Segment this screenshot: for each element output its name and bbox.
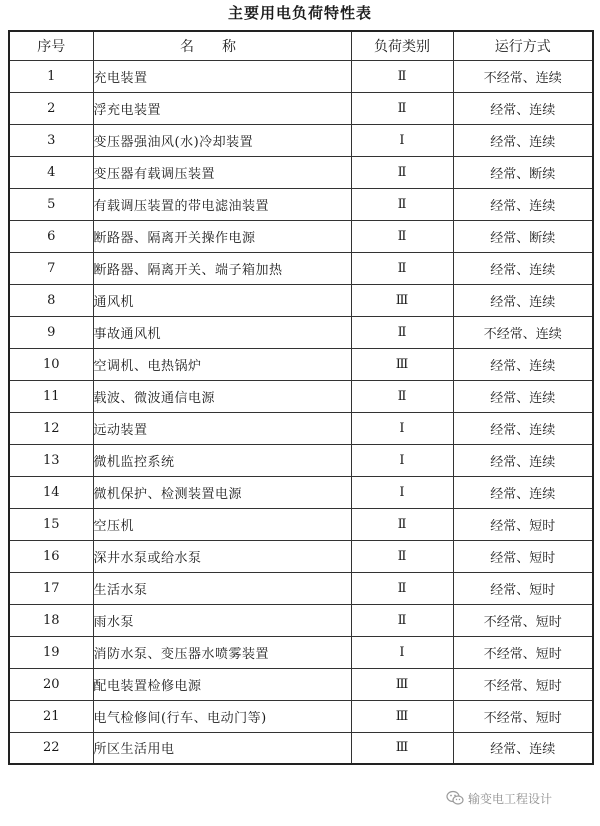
table-row (9, 316, 593, 348)
row-mode: 经常、短时 (453, 572, 593, 604)
watermark (446, 787, 586, 809)
row-name: 变压器强油风(水)冷却装置 (93, 124, 351, 156)
row-mode: 不经常、短时 (453, 668, 593, 700)
row-mode: 经常、连续 (453, 444, 593, 476)
header-no: 序号 (9, 31, 93, 60)
row-no: 4 (9, 156, 93, 188)
table-row (9, 284, 593, 316)
row-no: 19 (9, 636, 93, 668)
load-characteristics-table (8, 30, 594, 765)
row-name: 浮充电装置 (93, 92, 351, 124)
row-name: 消防水泵、变压器水喷雾装置 (93, 636, 351, 668)
row-no: 16 (9, 540, 93, 572)
row-no: 3 (9, 124, 93, 156)
row-mode: 经常、断续 (453, 156, 593, 188)
row-category: Ⅱ (351, 60, 453, 92)
row-no: 13 (9, 444, 93, 476)
row-no: 18 (9, 604, 93, 636)
row-mode: 经常、连续 (453, 380, 593, 412)
row-mode: 经常、连续 (453, 732, 593, 764)
row-category: Ⅱ (351, 604, 453, 636)
header-category: 负荷类别 (351, 31, 453, 60)
row-no: 1 (9, 60, 93, 92)
row-category: Ⅱ (351, 156, 453, 188)
row-mode: 经常、短时 (453, 540, 593, 572)
row-mode: 经常、连续 (453, 124, 593, 156)
row-mode: 不经常、短时 (453, 604, 593, 636)
table-row (9, 572, 593, 604)
row-category: Ⅲ (351, 732, 453, 764)
row-name: 配电装置检修电源 (93, 668, 351, 700)
row-name: 生活水泵 (93, 572, 351, 604)
table-row (9, 412, 593, 444)
row-category: Ⅱ (351, 540, 453, 572)
table-row (9, 700, 593, 732)
row-category: Ⅱ (351, 188, 453, 220)
row-name: 变压器有载调压装置 (93, 156, 351, 188)
row-name: 深井水泵或给水泵 (93, 540, 351, 572)
row-no: 20 (9, 668, 93, 700)
row-category: Ⅲ (351, 700, 453, 732)
table-row (9, 156, 593, 188)
row-mode: 经常、连续 (453, 348, 593, 380)
row-name: 有载调压装置的带电滤油装置 (93, 188, 351, 220)
table-row (9, 380, 593, 412)
table-row (9, 220, 593, 252)
row-category: Ⅰ (351, 444, 453, 476)
row-mode: 不经常、连续 (453, 60, 593, 92)
row-mode: 经常、断续 (453, 220, 593, 252)
row-category: Ⅱ (351, 252, 453, 284)
row-no: 17 (9, 572, 93, 604)
row-name: 空压机 (93, 508, 351, 540)
row-category: Ⅲ (351, 668, 453, 700)
row-no: 8 (9, 284, 93, 316)
row-no: 6 (9, 220, 93, 252)
row-mode: 经常、连续 (453, 188, 593, 220)
table-row (9, 92, 593, 124)
row-no: 15 (9, 508, 93, 540)
row-category: Ⅱ (351, 572, 453, 604)
table-row (9, 252, 593, 284)
table-body (9, 60, 593, 764)
table-row (9, 124, 593, 156)
row-name: 通风机 (93, 284, 351, 316)
table-header-row (9, 31, 593, 60)
row-name: 微机监控系统 (93, 444, 351, 476)
watermark-text: 输变电工程设计 (468, 791, 553, 806)
table-row (9, 732, 593, 764)
row-name: 电气检修间(行车、电动门等) (93, 700, 351, 732)
row-name: 远动装置 (93, 412, 351, 444)
row-category: Ⅰ (351, 636, 453, 668)
header-name: 名称 (93, 31, 351, 60)
table-row (9, 636, 593, 668)
row-category: Ⅱ (351, 380, 453, 412)
row-mode: 不经常、短时 (453, 700, 593, 732)
header-mode: 运行方式 (453, 31, 593, 60)
row-category: Ⅰ (351, 476, 453, 508)
row-no: 7 (9, 252, 93, 284)
row-name: 雨水泵 (93, 604, 351, 636)
table-row (9, 540, 593, 572)
row-no: 21 (9, 700, 93, 732)
row-category: Ⅰ (351, 124, 453, 156)
row-name: 空调机、电热锅炉 (93, 348, 351, 380)
table-row (9, 508, 593, 540)
row-mode: 不经常、短时 (453, 636, 593, 668)
row-no: 10 (9, 348, 93, 380)
row-mode: 经常、连续 (453, 284, 593, 316)
row-category: Ⅱ (351, 92, 453, 124)
row-mode: 经常、连续 (453, 252, 593, 284)
row-no: 22 (9, 732, 93, 764)
row-no: 5 (9, 188, 93, 220)
table-row (9, 476, 593, 508)
wechat-icon (446, 790, 464, 806)
row-name: 载波、微波通信电源 (93, 380, 351, 412)
row-no: 14 (9, 476, 93, 508)
row-mode: 经常、连续 (453, 412, 593, 444)
row-category: Ⅰ (351, 412, 453, 444)
row-mode: 经常、短时 (453, 508, 593, 540)
table-row (9, 60, 593, 92)
row-mode: 经常、连续 (453, 92, 593, 124)
row-name: 充电装置 (93, 60, 351, 92)
row-category: Ⅱ (351, 508, 453, 540)
table-row (9, 444, 593, 476)
table-row (9, 348, 593, 380)
page-title: 主要用电负荷特性表 (227, 4, 372, 22)
table-row (9, 604, 593, 636)
row-name: 断路器、隔离开关操作电源 (93, 220, 351, 252)
row-no: 11 (9, 380, 93, 412)
row-mode: 经常、连续 (453, 476, 593, 508)
row-category: Ⅲ (351, 284, 453, 316)
row-name: 微机保护、检测装置电源 (93, 476, 351, 508)
row-name: 断路器、隔离开关、端子箱加热 (93, 252, 351, 284)
row-category: Ⅱ (351, 316, 453, 348)
row-name: 所区生活用电 (93, 732, 351, 764)
table-row (9, 188, 593, 220)
row-name: 事故通风机 (93, 316, 351, 348)
row-category: Ⅱ (351, 220, 453, 252)
row-no: 12 (9, 412, 93, 444)
row-category: Ⅲ (351, 348, 453, 380)
row-mode: 不经常、连续 (453, 316, 593, 348)
row-no: 2 (9, 92, 93, 124)
table-row (9, 668, 593, 700)
row-no: 9 (9, 316, 93, 348)
